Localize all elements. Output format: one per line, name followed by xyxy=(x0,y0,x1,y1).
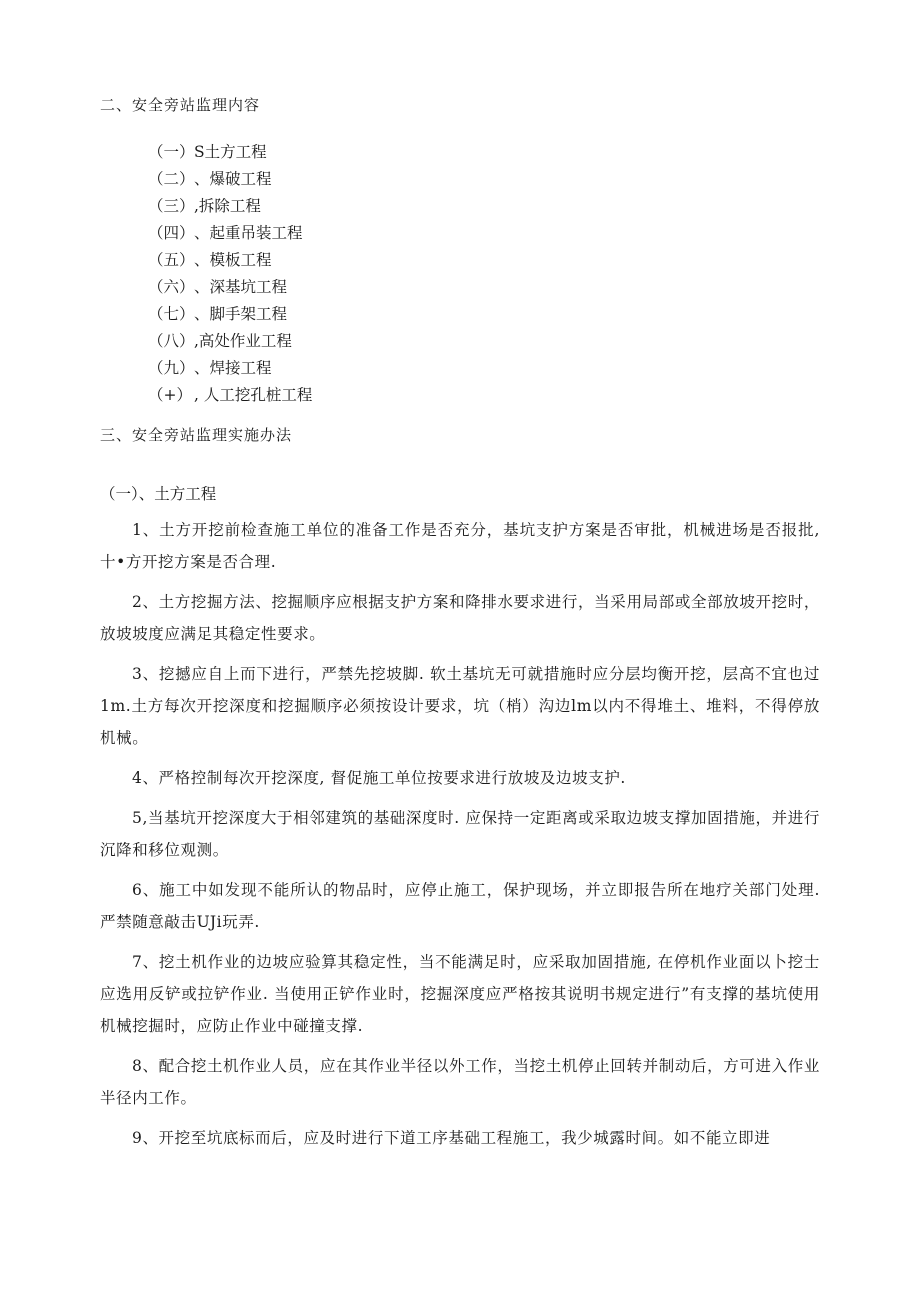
list-item xyxy=(148,193,312,220)
list-item xyxy=(148,139,312,166)
item-text: 、脚手架工程 xyxy=(194,305,288,323)
item-number: （+） xyxy=(148,386,192,404)
list-item xyxy=(148,166,312,193)
paragraph: 7、挖土机作业的边坡应验算其稳定性，当不能满足时，应采取加固措施, 在停机作业面以卜挖士应选用反铲或拉铲作业. 当使用正铲作业时，挖掘深度应严格按其说明书规定进行”有支撑的基坑使用机械挖掘时，应防止作业中碰撞支撑. xyxy=(100,953,820,1035)
item-text: S土方工程 xyxy=(194,143,267,161)
item-number: （六） xyxy=(148,278,195,296)
paragraph: 6、施工中如发现不能所认的物品时，应停止施工，保护现场，并立即报告所在地疗关部门处理. 严禁随意敲击UJi玩弄. xyxy=(100,881,820,931)
item-text: , 人工挖孔桩工程 xyxy=(194,386,313,404)
list-item xyxy=(148,274,312,301)
paragraph: 5,当基坑开挖深度大于相邻建筑的基础深度时. 应保持一定距离或采取边坡支撑加固措施，并进行沉降和移位观测。 xyxy=(100,809,820,859)
list-item xyxy=(148,355,312,382)
item-number: （二） xyxy=(148,170,195,188)
item-text: 、焊接工程 xyxy=(194,359,272,377)
item-number: （一） xyxy=(148,143,195,161)
subsection-heading: （一）、土方工程 xyxy=(100,485,217,503)
paragraph: 8、配合挖土机作业人员，应在其作业半径以外工作，当挖土机停止回转并制动后，方可进入作业半径内工作。 xyxy=(100,1057,820,1107)
item-number: （八） xyxy=(148,332,195,350)
item-number: （四） xyxy=(148,224,195,242)
item-number: （九） xyxy=(148,359,195,377)
paragraph: 3、挖撼应自上而下进行，严禁先挖坡脚. 软土基坑无可就措施时应分层均衡开挖，层高不宜也过1m.土方每次开挖深度和挖掘顺序必须按设计要求，坑（梢）沟边lm以内不得堆土、堆料，不得停放机械。 xyxy=(100,665,820,747)
item-text: ,高处作业工程 xyxy=(194,332,292,350)
item-number: （五） xyxy=(148,251,195,269)
section-2-heading: 二、安全旁站监理内容 xyxy=(100,96,261,114)
paragraph: 4、严格控制每次开挖深度, 督促施工单位按要求进行放坡及边坡支护. xyxy=(132,769,626,787)
list-item xyxy=(148,328,312,355)
item-number: （七） xyxy=(148,305,195,323)
paragraph-list xyxy=(100,514,820,1162)
list-item xyxy=(148,220,312,247)
item-text: 、爆破工程 xyxy=(194,170,272,188)
section-3-heading: 三、安全旁站监理实施办法 xyxy=(100,426,293,444)
item-text: 、模板工程 xyxy=(194,251,272,269)
paragraph: 2、土方挖掘方法、挖掘顺序应根据支护方案和降排水要求进行，当采用局部或全部放坡开挖时，放坡坡度应满足其稳定性要求。 xyxy=(100,593,820,643)
list-item xyxy=(148,382,312,409)
item-text: 、深基坑工程 xyxy=(194,278,288,296)
item-number: （三） xyxy=(148,197,195,215)
item-text: 、起重吊装工程 xyxy=(194,224,303,242)
paragraph: 9、开挖至坑底标而后，应及时进行下道工序基础工程施工，我少城露时间。如不能立即进 xyxy=(132,1129,771,1147)
section-2-item-list xyxy=(148,139,312,409)
item-text: ,拆除工程 xyxy=(194,197,261,215)
paragraph: 1、土方开挖前检查施工单位的准备工作是否充分，基坑支护方案是否审批，机械进场是否报批, 十•方开挖方案是否合理. xyxy=(100,521,820,571)
list-item xyxy=(148,247,312,274)
list-item xyxy=(148,301,312,328)
